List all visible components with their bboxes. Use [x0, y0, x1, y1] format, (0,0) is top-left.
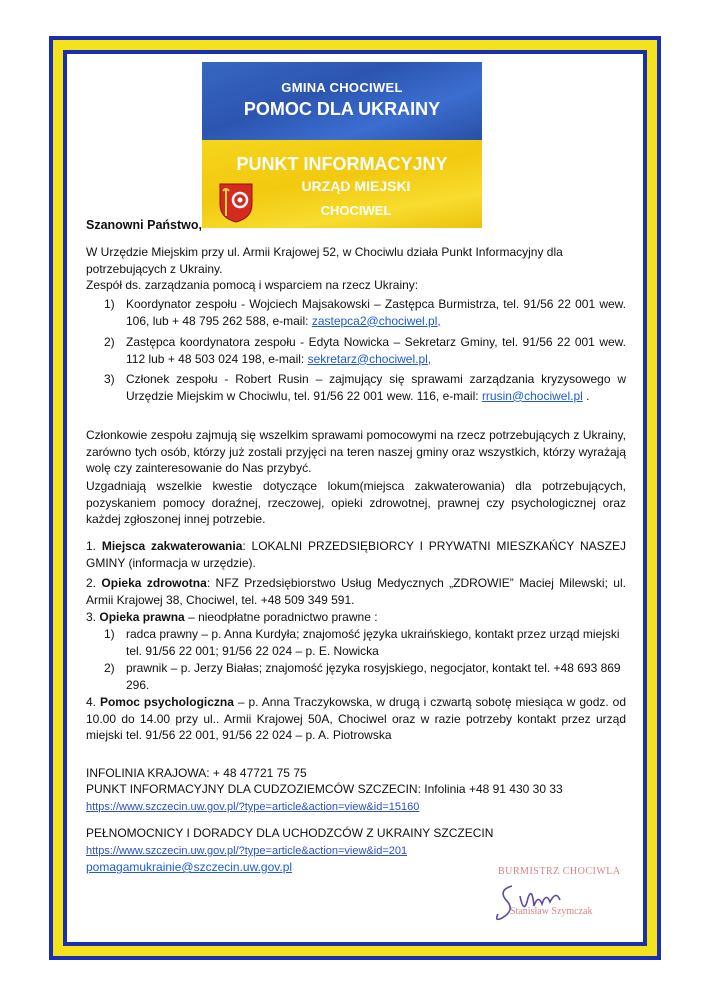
team-item-text: Członek zespołu - Robert Rusin – zajmujący się sprawami zarządzania kryzysowego w Urzędzie Miejskim w Chociwlu, tel. 91/56 22 001 wew. 116, e-mail: — [126, 372, 626, 403]
section-text: : NFZ Przedsiębiorstwo Usług Medycznych „ZDROWIE” Maciej Milewski; ul. Armii Krajowej 38, Chociwel, tel. +48 509 349 591. — [86, 576, 626, 607]
team-item-text: Zastępca koordynatora zespołu - Edyta Nowicka – Sekretarz Gminy, tel. 91/56 22 001 wew. 112 lub + 48 503 024 198, e-mail: — [126, 335, 626, 366]
section-text: : LOKALNI PRZEDSIĘBIORCY I PRYWATNI MIESZKAŃCY NASZEJ GMINY (informacja w urzędzie). — [86, 539, 626, 570]
banner-punkt: PUNKT INFORMACYJNY — [236, 154, 448, 174]
email-link-rrusin[interactable]: rrusin@chociwel.pl — [481, 388, 583, 403]
section-health — [86, 575, 626, 608]
intro-paragraph — [86, 244, 626, 294]
members-paragraph-2: Uzgadniają wszelkie kwestie dotyczące lokum(miejsca zakwaterowania) dla potrzebujących, pozyskaniem pomocy doraźnej, rzeczowej, opieki zdrowotnej, prawnej czy psychologicznej oraz każdej zgłoszonej innej potrzebie. — [86, 479, 626, 527]
section-psychological — [86, 694, 626, 744]
url2-wrap — [86, 842, 626, 860]
team-item-3 — [104, 371, 626, 404]
section-title: Miejsca zakwaterowania — [101, 539, 243, 553]
intro-text: W Urzędzie Miejskim przy ul. Armii Krajowej 52, w Chociwlu działa Punkt Informacyjny dla potrzebujących z Ukrainy. — [86, 245, 563, 276]
legal-item-text: radca prawny – p. Anna Kurdyła; znajomość języka ukraińskiego, kontakt przez urząd miejski tel. 91/56 22 001; 91/56 22 024 – p. E. Nowicka — [126, 627, 620, 658]
legal-item-text: prawnik – p. Jerzy Białas; znajomość języka rosyjskiego, negocjator, kontakt tel. +48 693 869 296. — [126, 661, 621, 692]
team-item-1 — [104, 296, 626, 329]
section-number: 2. — [86, 576, 97, 590]
url1-wrap — [86, 798, 626, 816]
team-heading: Zespół ds. zarządzania pomocą i wsparciem na rzecz Ukrainy: — [86, 278, 419, 293]
email-link-zastepca[interactable]: zastepca2@chociwel.pl, — [311, 313, 441, 328]
banner-ukraine-flag — [202, 62, 482, 228]
section-number: 1. — [86, 539, 97, 553]
section-number: 4. — [86, 695, 97, 709]
greeting: Szanowni Państwo, — [86, 218, 202, 232]
section-text: – nieodpłatne poradnictwo prawne : — [184, 610, 378, 624]
section-text: – p. Anna Traczykowska, w drugą i czwartą sobotę miesiąca w godz. od 10.00 do 14.00 przy ul.. Armii Krajowej 50A, Chociwel oraz w razie potrzeby kontakt przez urząd miejski tel. 91/56 22 001, 91/56 22 024 – p. A. Piotrowska — [86, 695, 627, 743]
punkt-szczecin: PUNKT INFORMACYJNY DLA CUDZOZIEMCÓW SZCZECIN: Infolinia +48 91 430 30 33 — [86, 782, 563, 796]
section-accommodation — [86, 538, 626, 571]
banner-gmina: GMINA CHOCIWEL — [281, 80, 403, 95]
banner-chociwel: CHOCIWEL — [320, 203, 392, 218]
members-paragraph-1: Członkowie zespołu zajmują się wszelkim sprawami pomocowymi na rzecz potrzebujących z Ukrainy, zarówno tych osób, którzy już zostali przyjęci na teren naszej gminy oraz wszystkich, którzy wyrażają wolę czy zainteresowanie do Nas przybyć. — [86, 428, 626, 476]
section-number: 3. — [86, 610, 97, 624]
pelnomocnicy-heading: PEŁNOMOCNICY I DORADCY DLA UCHODZCÓW Z UKRAINY SZCZECIN — [86, 826, 494, 840]
banner-urzad: URZĄD MIEJSKI — [301, 178, 411, 194]
hotline: INFOLINIA KRAJOWA: + 48 47721 75 75 — [86, 766, 307, 780]
legal-item-2 — [104, 660, 626, 693]
list-number: 1) — [104, 627, 115, 641]
list-number: 3) — [104, 372, 115, 386]
email-link-sekretarz[interactable]: sekretarz@chociwel.pl, — [307, 351, 432, 366]
list-number: 2) — [104, 661, 115, 675]
section-legal — [86, 609, 626, 626]
link-szczecin-201[interactable]: https://www.szczecin.uw.gov.pl/?type=article&action=view&id=201 — [86, 845, 408, 857]
email-link-pomagam[interactable]: pomagamukrainie@szczecin.uw.gov.pl — [86, 860, 293, 874]
link-szczecin-15160[interactable]: https://www.szczecin.uw.gov.pl/?type=article&action=view&id=15160 — [86, 801, 420, 813]
section-title: Pomoc psychologiczna — [99, 695, 234, 709]
team-item-tail: . — [582, 388, 590, 403]
list-number: 2) — [104, 335, 115, 349]
signature-name: Stanisław Szymczak — [510, 906, 593, 917]
section-title: Opieka zdrowotna — [101, 576, 207, 590]
section-title: Opieka prawna — [99, 610, 185, 624]
signature-stamp — [490, 862, 630, 928]
coat-of-arms-icon — [218, 182, 254, 224]
team-item-2 — [104, 334, 626, 367]
signature-scribble-icon — [490, 876, 630, 928]
team-item-text: Koordynator zespołu - Wojciech Majsakowski – Zastępca Burmistrza, tel. 91/56 22 001 wew. 106, lub + 48 795 262 588, e-mail: — [126, 297, 626, 328]
list-number: 1) — [104, 297, 115, 311]
signature-title: BURMISTRZ CHOCIWLA — [498, 866, 621, 877]
banner-pomoc: POMOC DLA UKRAINY — [243, 99, 441, 119]
legal-item-1 — [104, 626, 626, 659]
